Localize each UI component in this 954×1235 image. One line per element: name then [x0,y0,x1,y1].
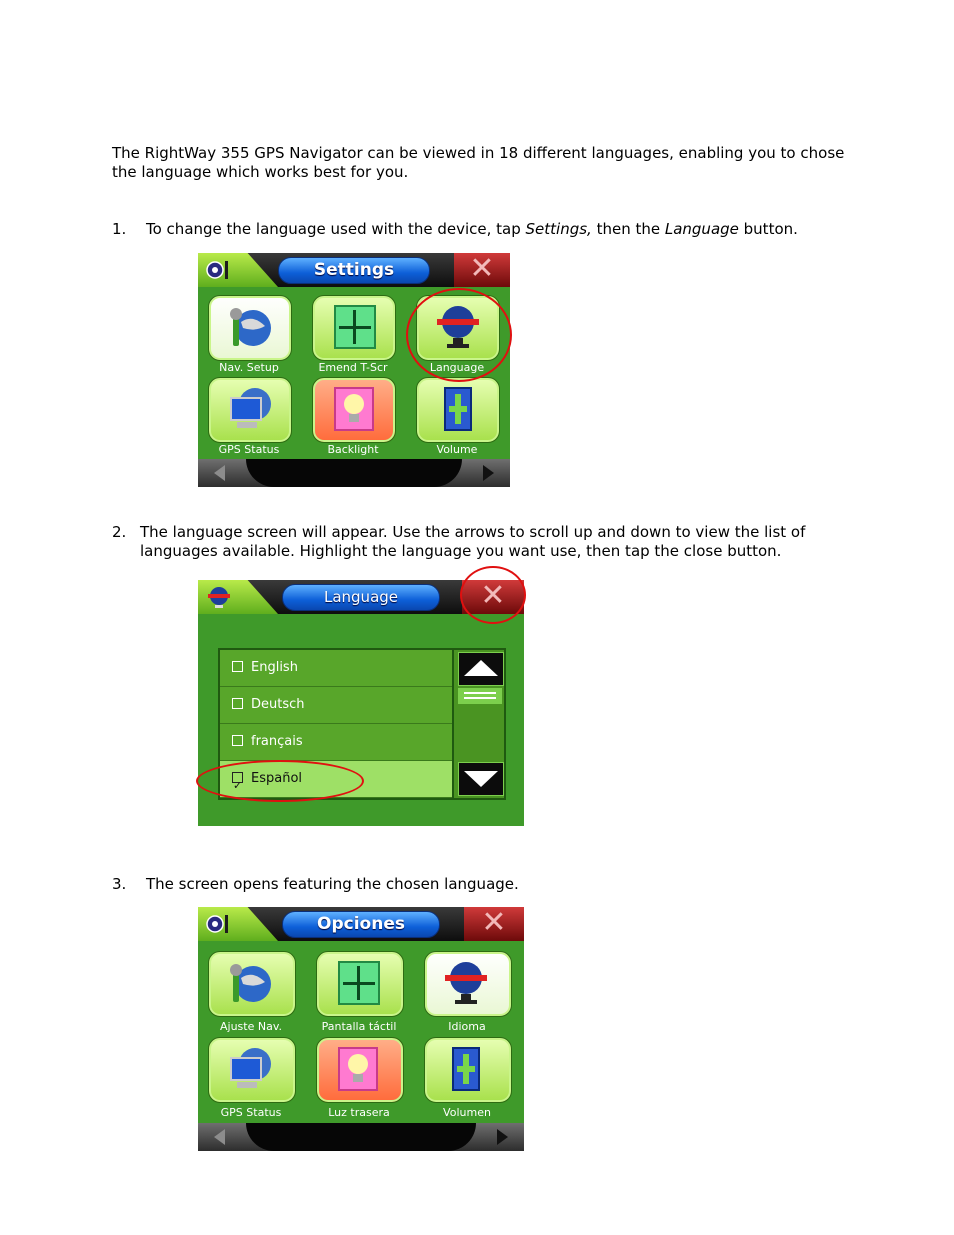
tile-label-volumen: Volumen [443,1106,491,1119]
scroll-right-icon[interactable] [497,1129,508,1145]
tile-gps-status[interactable] [208,1037,296,1103]
tile-pantalla-tactil[interactable] [316,951,404,1017]
close-icon: ✕ [469,253,495,286]
step-1-text-b: then the [591,220,665,238]
step-2 [112,523,852,561]
settings-gear-icon [206,258,232,282]
tile-label-pantalla-tactil: Pantalla táctil [321,1020,397,1033]
settings-gear-icon [206,912,232,936]
close-button[interactable] [464,907,524,941]
tile-label-luz-trasera: Luz trasera [328,1106,390,1119]
highlight-oval-language [406,288,512,382]
close-button[interactable] [454,253,510,287]
title-bar [198,907,524,941]
step-1 [112,220,852,239]
title-pill: Opciones [282,911,440,938]
speaker-icon [435,384,481,434]
monitor-globe-icon [227,1044,273,1094]
tile-label-language: Language [429,361,485,374]
globe-wrench-icon [227,302,273,352]
tile-luz-trasera[interactable] [316,1037,404,1103]
arrow-up-icon [464,660,498,676]
list-item-deutsch[interactable] [220,687,452,724]
language-globe-small-icon [206,585,232,609]
close-icon: ✕ [480,580,506,613]
bottom-bar [198,1123,524,1151]
step-2-number: 2. [112,523,127,541]
checkbox[interactable] [232,661,243,672]
language-label: français [251,734,303,749]
crosshair-icon [335,958,381,1008]
bottom-bar [198,459,510,487]
scroll-left-icon[interactable] [214,465,225,481]
step-1-language-em: Language [664,220,739,238]
tile-volumen[interactable] [424,1037,512,1103]
checkbox[interactable] [232,735,243,746]
globe-wrench-icon [227,958,273,1008]
language-label: Español [251,771,303,786]
tile-label-backlight: Backlight [327,443,379,456]
title-bar [198,253,510,287]
title-pill: Settings [278,257,430,284]
scroll-left-icon[interactable] [214,1129,225,1145]
list-item-english[interactable] [220,650,452,687]
tile-emend-t-scr[interactable] [312,295,396,361]
lightbulb-icon [335,1044,381,1094]
opciones-screenshot [198,907,524,1151]
intro-paragraph: The RightWay 355 GPS Navigator can be viewed in 18 different languages, enabling you to chose the language which works best for you. [112,144,845,181]
list-item-francais[interactable] [220,724,452,761]
scrollbar[interactable] [452,648,506,800]
step-1-settings-em: Settings, [525,220,592,238]
crosshair-icon [331,302,377,352]
tile-label-idioma: Idioma [448,1020,486,1033]
tile-label-nav-setup: Nav. Setup [219,361,279,374]
tile-idioma[interactable] [424,951,512,1017]
tile-label-ajuste-nav: Ajuste Nav. [220,1020,282,1033]
scroll-up-button[interactable] [458,652,504,686]
checkbox[interactable] [232,698,243,709]
language-label: Deutsch [251,697,305,712]
step-1-text-c: button. [738,220,798,238]
tile-backlight[interactable] [312,377,396,443]
highlight-oval-close [460,566,526,624]
tile-label-volume: Volume [436,443,478,456]
tile-ajuste-nav[interactable] [208,951,296,1017]
scroll-thumb[interactable] [458,688,502,704]
speaker-icon [443,1044,489,1094]
tile-nav-setup[interactable] [208,295,292,361]
close-icon: ✕ [481,907,507,940]
tile-gps-status[interactable] [208,377,292,443]
step-1-text-a: To change the language used with the device, tap [146,220,526,238]
tile-volume[interactable] [416,377,500,443]
tile-label-emend-t-scr: Emend T-Scr [318,361,388,374]
step-2-line-1: The language screen will appear. Use the arrows to scroll up and down to view the list of [140,523,806,541]
tile-label-gps-status: GPS Status [220,1106,282,1119]
monitor-globe-icon [227,384,273,434]
step-3 [112,875,852,894]
tile-label-gps-status: GPS Status [218,443,280,456]
language-globe-icon [443,958,489,1008]
lightbulb-icon [331,384,377,434]
highlight-oval-espanol [196,760,364,802]
language-label: English [251,660,298,675]
title-pill: Language [282,584,440,611]
step-3-number: 3. [112,875,127,893]
step-2-line-2: languages available. Highlight the language you want use, then tap the close button. [140,542,782,560]
scroll-down-button[interactable] [458,762,504,796]
scroll-right-icon[interactable] [483,465,494,481]
step-3-text: The screen opens featuring the chosen language. [146,875,519,893]
arrow-down-icon [464,771,498,787]
step-1-number: 1. [112,220,127,238]
